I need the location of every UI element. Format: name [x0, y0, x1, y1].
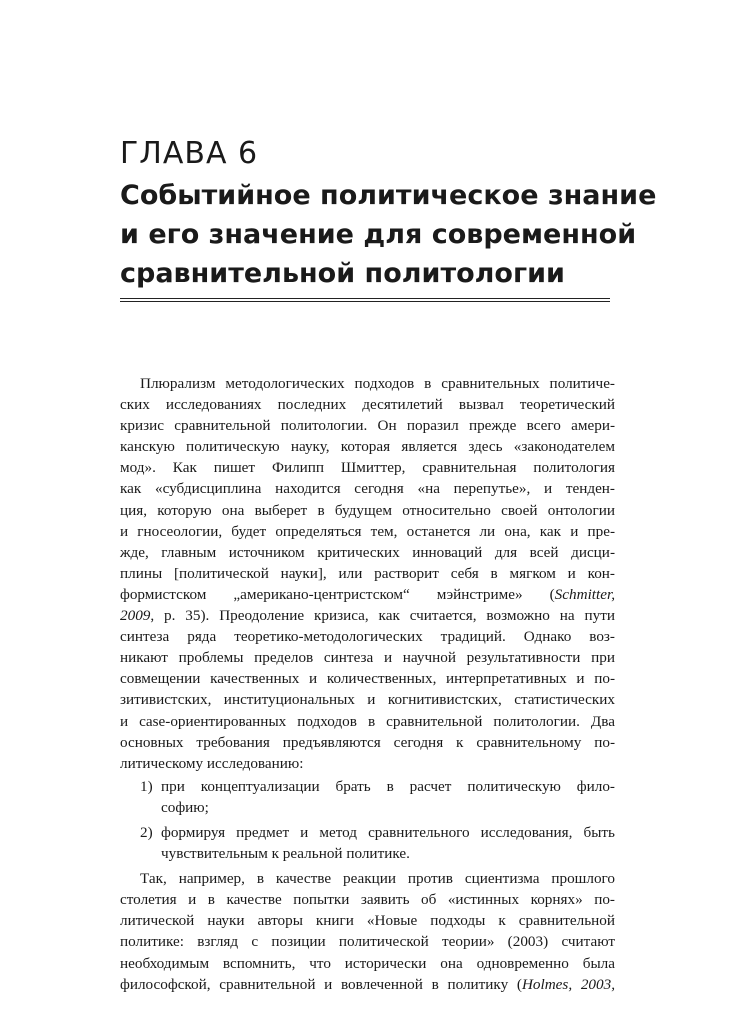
citation-holmes: Holmes, 2003, — [521, 975, 615, 993]
chapter-label: ГЛАВА 6 — [120, 136, 259, 171]
text-line: литическому исследованию: — [120, 754, 304, 772]
text-span: , р. 35). Преодоление кризиса, как считается, возможно на пути — [150, 607, 615, 625]
text-line: как «субдисциплина находится сегодня «на перепутье», и тенден- — [120, 480, 615, 498]
list-line: чувствительным к реальной политике. — [161, 845, 410, 863]
chapter-title-line: Событийное политическое знание — [120, 180, 657, 211]
chapter-title-line: и его значение для современной — [120, 219, 637, 250]
title-divider — [120, 298, 610, 302]
list-item — [120, 776, 615, 818]
text-line — [120, 605, 615, 626]
citation-schmitter: Schmitter, — [554, 585, 615, 603]
text-line: политике: взгляд с позиции политической теории» (2003) считают — [120, 933, 615, 951]
text-line: Плюрализм методологических подходов в сравнительных политиче- — [140, 375, 615, 392]
text-span: философской, сравнительной и вовлеченной в политику ( — [120, 975, 522, 993]
text-line: жде, главным источником критических инноваций для всей дисци- — [120, 543, 615, 561]
chapter-title — [120, 176, 657, 293]
list-line: софию; — [161, 798, 209, 816]
text-line — [120, 584, 615, 605]
text-line — [120, 974, 615, 995]
text-line: и гносеологии, будет определяться тем, останется ли она, как и пре- — [120, 522, 615, 540]
text-line: Так, например, в качестве реакции против сциентизма прошлого — [140, 870, 615, 888]
list-text: формируя предмет и метод сравнительного исследования, быть — [161, 823, 615, 841]
body-text — [120, 373, 615, 995]
text-line: и case-ориентированных подходов в сравнительной политологии. Два — [120, 712, 615, 730]
text-line: канскую политическую науку, которая является здесь «законодателем — [120, 438, 615, 456]
text-line: ских исследованиях последних десятилетий вызвал теоретический — [120, 396, 615, 414]
text-line: кризис сравнительной политологии. Он поразил прежде всего амери- — [120, 417, 615, 435]
list-line — [120, 776, 615, 797]
text-line: синтеза ряда теоретико-методологических традиций. Однако воз- — [120, 628, 615, 646]
list-text: при концептуализации брать в расчет политическую фило- — [161, 777, 615, 795]
list-line — [120, 822, 615, 843]
text-line: мод». Как пишет Филипп Шмиттер, сравнительная политология — [120, 459, 615, 477]
text-line: никают проблемы пределов синтеза и научной результативности при — [120, 649, 615, 667]
chapter-title-line: сравнительной политологии — [120, 258, 565, 289]
text-line: основных требования предъявляются сегодня к сравнительному по- — [120, 733, 615, 751]
text-line: ция, которую она выберет в будущем относительно своей онтологии — [120, 501, 615, 519]
paragraph-1 — [120, 373, 615, 774]
list-item — [120, 822, 615, 864]
text-line: необходимым вспомнить, что исторически она одновременно была — [120, 954, 615, 972]
text-line: плины [политической науки], или растворит себя в мягком и кон- — [120, 564, 615, 582]
citation-year: 2009 — [120, 607, 151, 625]
list-number: 2) — [140, 823, 153, 841]
text-line: столетия и в качестве попытки заявить об «истинных корнях» по- — [120, 891, 615, 909]
numbered-list — [120, 776, 615, 864]
text-line: совмещении качественных и количественных, интерпретативных и по- — [120, 670, 615, 688]
text-line: зитивистских, институциональных и когнитивистских, статистических — [120, 691, 615, 709]
list-number: 1) — [140, 777, 153, 795]
paragraph-2 — [120, 868, 615, 995]
text-span: формистском „американо-центристском“ мэйнстриме» ( — [120, 585, 555, 603]
text-line: литической науки авторы книги «Новые подходы к сравнительной — [120, 912, 615, 930]
